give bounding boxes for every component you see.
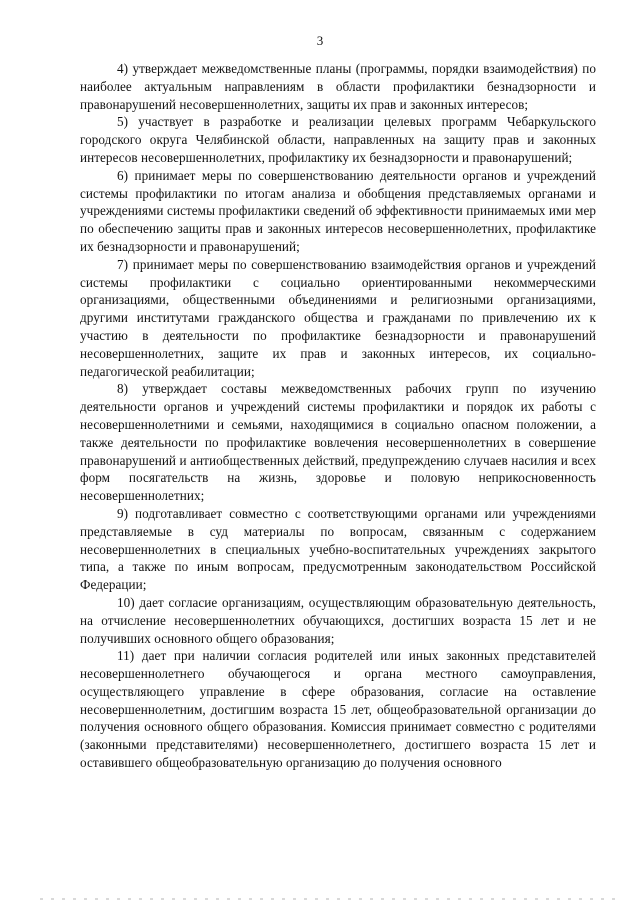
document-body [80,60,596,772]
scan-edge-artifact [40,898,620,900]
paragraph-item-8: 8) утверждает составы межведомственных рабочих групп по изучению деятельности органов и учреждений системы профилактики и порядок их работы с несовершеннолетними и семьями, находящимися в социально опасном положении, а также деятельности по профилактике вовлечения несовершеннолетних в совершение правонарушений и антиобщественных действий, предупреждению случаев насилия и всех форм посягательств на жизнь, здоровье и половую неприкосновенность несовершеннолетних; [80,381,596,504]
paragraph-item-6: 6) принимает меры по совершенствованию деятельности органов и учреждений системы профилактики по итогам анализа и обобщения представляемых органами и учреждениями системы профилактики сведений об эффективности принимаемых ими мер по обеспечению защиты прав и законных интересов несовершеннолетних, профилактике их безнадзорности и правонарушений; [80,167,596,254]
page-number: 3 [316,33,324,48]
paragraph-item-9: 9) подготавливает совместно с соответствующими органами или учреждениями представляемые в суд материалы по вопросам, связанным с содержанием несовершеннолетних в специальных учебно-воспитательных учреждениях закрытого типа, а также по иным вопросам, предусмотренным законодательством Российской Федерации; [80,505,596,593]
paragraph-item-4: 4) утверждает межведомственные планы (программы, порядки взаимодействия) по наиболее актуальным направлениям в области профилактики безнадзорности и правонарушений несовершеннолетних, защиты их прав и законных интересов; [80,61,596,112]
paragraph-item-11: 11) дает при наличии согласия родителей или иных законных представителей несовершеннолетнего обучающегося и органа местного самоуправления, осуществляющего управление в сфере образования, согласие на оставление несовершеннолетним, достигшим возраста 15 лет, общеобразовательной организации до получения основного общего образования. Комиссия принимает совместно с родителями (законными представителями) несовершеннолетнего, достигшего возраста 15 лет и оставившего общеобразовательную организацию до получения основного [80,648,596,771]
paragraph-item-5: 5) участвует в разработке и реализации целевых программ Чебаркульского городского округа Челябинской области, направленных на защиту прав и законных интересов несовершеннолетних, профилактику их безнадзорности и правонарушений; [80,114,596,165]
paragraph-item-10: 10) дает согласие организациям, осуществляющим образовательную деятельность, на отчисление несовершеннолетних обучающихся, достигших возраста 15 лет и не получивших основного общего образования; [80,594,596,646]
paragraph-item-7: 7) принимает меры по совершенствованию взаимодействия органов и учреждений системы профилактики с социально ориентированными некоммерческими организациями, общественными объединениями и религиозными организациями, другими институтами гражданского общества и гражданами по привлечению их к участию в деятельности по профилактике безнадзорности и правонарушений несовершеннолетних, защите их прав и законных интересов, их социально-педагогической реабилитации; [80,256,596,379]
